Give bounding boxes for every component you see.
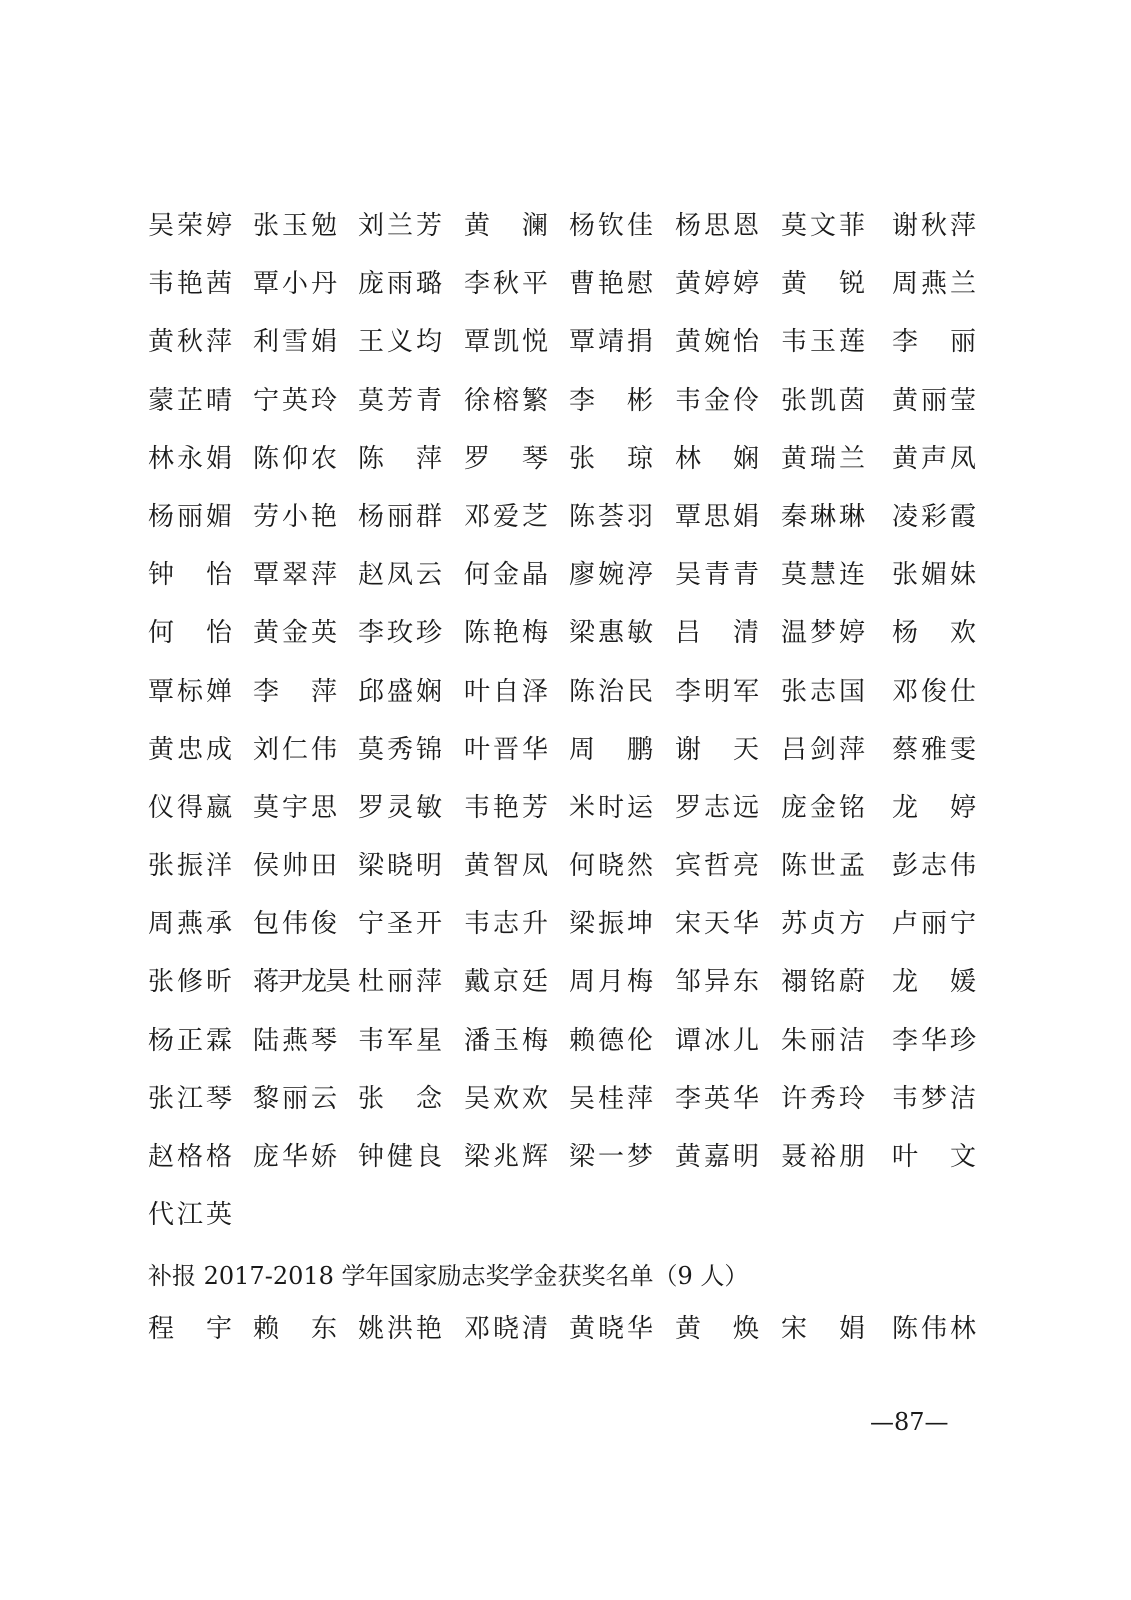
name-entry: 宋天华 [675, 909, 759, 940]
name-entry: 罗志远 [675, 792, 759, 823]
name-entry: 宁圣开 [358, 909, 442, 940]
name-entry: 谭冰儿 [675, 1025, 759, 1056]
name-entry: 黄忠成 [148, 734, 232, 765]
name-entry: 李玫珍 [358, 618, 442, 649]
name-entry: 莫芳青 [358, 385, 442, 416]
name-entry: 覃小丹 [253, 269, 337, 300]
name-entry: 黄秋萍 [148, 327, 232, 358]
name-entry: 代江英 [148, 1200, 232, 1231]
name-entry: 聂裕朋 [781, 1142, 865, 1172]
name-entry: 陈伟林 [892, 1314, 976, 1344]
name-entry: 潘玉梅 [464, 1025, 548, 1056]
name-entry: 黄 焕 [675, 1314, 759, 1344]
name-entry: 李 丽 [892, 327, 976, 358]
name-entry: 覃凯悦 [464, 327, 548, 358]
name-row [148, 666, 980, 724]
name-entry: 叶自泽 [464, 676, 548, 707]
name-entry: 黎丽云 [253, 1083, 337, 1114]
name-entry: 黄 澜 [464, 211, 548, 241]
name-entry: 邹异东 [675, 967, 759, 998]
name-entry: 许秀玲 [781, 1083, 865, 1114]
name-entry: 宁英玲 [253, 385, 337, 416]
name-row [148, 549, 980, 607]
name-entry: 秦琳琳 [781, 501, 865, 532]
name-entry: 李英华 [675, 1083, 759, 1114]
name-entry: 黄金英 [253, 618, 337, 649]
name-entry: 钟健良 [358, 1142, 442, 1172]
name-row [148, 1303, 980, 1361]
name-entry: 谢秋萍 [892, 211, 976, 241]
name-entry: 禤铭蔚 [781, 967, 865, 998]
name-row [148, 607, 980, 665]
name-entry: 张凯茵 [781, 385, 865, 416]
name-entry: 黄声凤 [892, 443, 976, 474]
name-entry: 吕剑萍 [781, 734, 865, 765]
name-entry: 陈世孟 [781, 851, 865, 882]
name-entry: 黄婷婷 [675, 269, 759, 300]
name-entry: 陈荟羽 [569, 501, 653, 532]
name-entry: 韦金伶 [675, 385, 759, 416]
name-entry: 莫秀锦 [358, 734, 442, 765]
name-entry: 莫慧连 [781, 560, 865, 591]
name-entry: 张玉勉 [253, 211, 337, 241]
name-entry: 李秋平 [464, 269, 548, 300]
name-entry: 吴欢欢 [464, 1083, 548, 1114]
name-entry: 张 念 [358, 1083, 442, 1114]
name-row [148, 898, 980, 956]
name-entry: 劳小艳 [253, 501, 337, 532]
name-entry: 蔡雅雯 [892, 734, 976, 765]
name-entry: 龙 媛 [892, 967, 976, 998]
name-row [148, 782, 980, 840]
name-entry: 温梦婷 [781, 618, 865, 649]
name-entry: 邓爱芝 [464, 501, 548, 532]
name-entry: 张振洋 [148, 851, 232, 882]
name-entry: 宾哲亮 [675, 851, 759, 882]
name-entry: 曹艳慰 [569, 269, 653, 300]
name-entry: 陈治民 [569, 676, 653, 707]
name-entry: 王义均 [358, 327, 442, 358]
name-row [148, 200, 980, 258]
name-entry: 吴桂萍 [569, 1083, 653, 1114]
name-row [148, 1015, 980, 1073]
name-entry: 杨思恩 [675, 211, 759, 241]
name-entry: 覃标婵 [148, 676, 232, 707]
name-entry: 韦玉莲 [781, 327, 865, 358]
name-entry: 吕 清 [675, 618, 759, 649]
name-entry: 杜丽萍 [358, 967, 442, 998]
name-entry: 凌彩霞 [892, 501, 976, 532]
name-entry: 莫文菲 [781, 211, 865, 241]
name-entry: 赖 东 [253, 1314, 337, 1344]
name-entry: 张江琴 [148, 1083, 232, 1114]
name-entry: 梁晓明 [358, 851, 442, 882]
name-entry: 陆燕琴 [253, 1025, 337, 1056]
name-entry: 林 娴 [675, 443, 759, 474]
name-entry: 徐榕繁 [464, 385, 548, 416]
name-entry: 罗灵敏 [358, 792, 442, 823]
name-entry: 张志国 [781, 676, 865, 707]
name-entry: 包伟俊 [253, 909, 337, 940]
name-entry: 赖德伦 [569, 1025, 653, 1056]
name-entry: 梁一梦 [569, 1142, 653, 1172]
name-entry: 杨丽群 [358, 501, 442, 532]
name-entry: 蒙芷晴 [148, 385, 232, 416]
name-entry: 何晓然 [569, 851, 653, 882]
name-entry: 张媚妹 [892, 560, 976, 591]
name-row [148, 258, 980, 316]
name-entry: 宋 娟 [781, 1314, 865, 1344]
name-entry: 彭志伟 [892, 851, 976, 882]
name-entry: 赵格格 [148, 1142, 232, 1172]
name-entry: 米时运 [569, 792, 653, 823]
name-entry: 黄丽莹 [892, 385, 976, 416]
name-entry: 钟 怡 [148, 560, 232, 591]
name-entry: 黄婉怡 [675, 327, 759, 358]
name-entry: 周月梅 [569, 967, 653, 998]
name-entry: 仪得嬴 [148, 792, 232, 823]
name-entry: 黄 锐 [781, 269, 865, 300]
name-entry: 韦艳芳 [464, 792, 548, 823]
name-entry: 何金晶 [464, 560, 548, 591]
name-row [148, 956, 980, 1014]
name-entry: 卢丽宁 [892, 909, 976, 940]
name-entry: 姚洪艳 [358, 1314, 442, 1344]
name-entry: 刘兰芳 [358, 211, 442, 241]
name-entry: 李明军 [675, 676, 759, 707]
name-entry: 陈艳梅 [464, 618, 548, 649]
name-list [148, 200, 980, 1247]
name-entry: 陈 萍 [358, 443, 442, 474]
name-entry: 邓俊仕 [892, 676, 976, 707]
name-row [148, 491, 980, 549]
name-entry: 邓晓清 [464, 1314, 548, 1344]
name-row [148, 724, 980, 782]
supplementary-name-list [148, 1303, 980, 1361]
name-row [148, 375, 980, 433]
name-entry: 庞雨璐 [358, 269, 442, 300]
name-entry: 陈仰农 [253, 443, 337, 474]
name-entry: 李华珍 [892, 1025, 976, 1056]
name-entry: 韦志升 [464, 909, 548, 940]
name-entry: 韦梦洁 [892, 1083, 976, 1114]
name-entry: 庞金铭 [781, 792, 865, 823]
name-entry: 叶 文 [892, 1142, 976, 1172]
name-entry: 龙 婷 [892, 792, 976, 823]
name-entry: 杨正霖 [148, 1025, 232, 1056]
name-entry: 廖婉渟 [569, 560, 653, 591]
name-entry: 罗 琴 [464, 443, 548, 474]
name-entry: 刘仁伟 [253, 734, 337, 765]
name-entry: 朱丽洁 [781, 1025, 865, 1056]
name-entry: 戴京廷 [464, 967, 548, 998]
name-entry: 赵凤云 [358, 560, 442, 591]
name-entry: 黄晓华 [569, 1314, 653, 1344]
name-entry: 蒋尹龙昊 [253, 967, 350, 998]
name-entry: 覃靖捐 [569, 327, 653, 358]
name-entry: 程 宇 [148, 1314, 232, 1344]
name-entry: 杨丽媚 [148, 501, 232, 532]
name-row [148, 840, 980, 898]
name-row [148, 433, 980, 491]
name-entry: 黄瑞兰 [781, 443, 865, 474]
name-entry: 庞华娇 [253, 1142, 337, 1172]
name-entry: 韦艳茜 [148, 269, 232, 300]
name-entry: 杨钦佳 [569, 211, 653, 241]
name-entry: 覃翠萍 [253, 560, 337, 591]
name-entry: 梁振坤 [569, 909, 653, 940]
name-entry: 杨 欢 [892, 618, 976, 649]
name-entry: 梁兆辉 [464, 1142, 548, 1172]
name-row [148, 316, 980, 374]
name-row [148, 1189, 980, 1247]
name-entry: 叶晋华 [464, 734, 548, 765]
page-number: —87— [870, 1408, 949, 1436]
name-entry: 谢 天 [675, 734, 759, 765]
name-row [148, 1131, 980, 1189]
name-entry: 覃思娟 [675, 501, 759, 532]
name-entry: 何 怡 [148, 618, 232, 649]
name-entry: 韦军星 [358, 1025, 442, 1056]
name-entry: 林永娟 [148, 443, 232, 474]
name-entry: 梁惠敏 [569, 618, 653, 649]
name-entry: 周 鹏 [569, 734, 653, 765]
name-entry: 吴青青 [675, 560, 759, 591]
name-entry: 周燕承 [148, 909, 232, 940]
name-entry: 黄嘉明 [675, 1142, 759, 1172]
section-title: 补报 2017-2018 学年国家励志奖学金获奖名单（9 人） [148, 1262, 749, 1290]
name-entry: 张修昕 [148, 967, 232, 998]
name-entry: 邱盛娴 [358, 676, 442, 707]
name-entry: 李 彬 [569, 385, 653, 416]
name-entry: 李 萍 [253, 676, 337, 707]
name-row [148, 1073, 980, 1131]
name-entry: 苏贞方 [781, 909, 865, 940]
name-entry: 吴荣婷 [148, 211, 232, 241]
name-entry: 张 琼 [569, 443, 653, 474]
name-entry: 周燕兰 [892, 269, 976, 300]
name-entry: 利雪娟 [253, 327, 337, 358]
name-entry: 莫宇思 [253, 792, 337, 823]
name-entry: 黄智凤 [464, 851, 548, 882]
name-entry: 侯帅田 [253, 851, 337, 882]
